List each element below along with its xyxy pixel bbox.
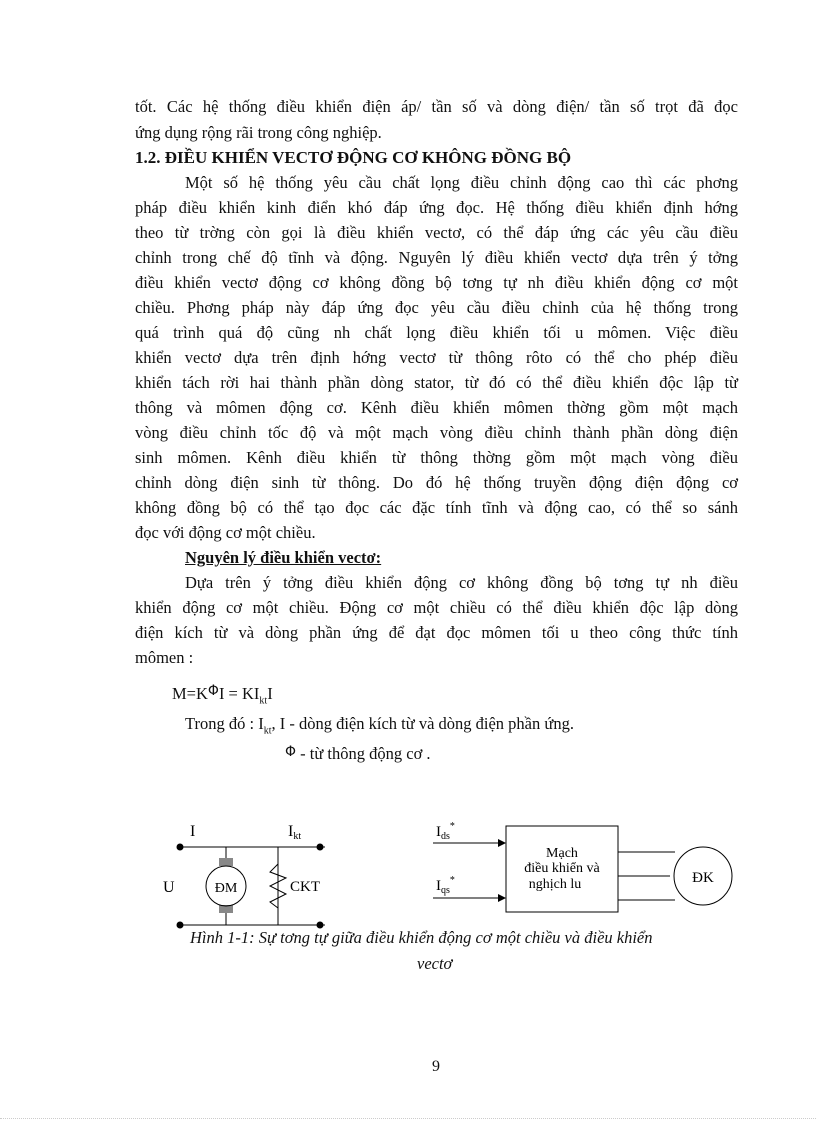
analogy-diagram: [150, 812, 750, 940]
phi-line: [285, 744, 431, 764]
motor-brush: [219, 858, 233, 866]
text-line: theo từ trờng còn gọi là điều khiển vectơ, có thể đáp ứng các yêu cầu điều: [135, 223, 738, 242]
text-line: khiển vectơ dựa trên định hớng vectơ từ thông rôto có thể cho phép điều: [135, 348, 738, 367]
torque-formula: [172, 683, 273, 706]
phi-symbol: Φ: [285, 744, 297, 760]
dk-label: ĐK: [692, 870, 714, 886]
figure-caption: vectơ: [417, 954, 453, 973]
page-number: 9: [432, 1058, 440, 1075]
text-line: tốt. Các hệ thống điều khiển điện áp/ tần số và dòng điện/ tần số trọt đã đọc: [135, 97, 738, 116]
text-line: điều khiển vectơ động cơ không đồng bộ tơng tự nh điều khiển động cơ một: [135, 273, 738, 292]
voltage-label: U: [163, 879, 175, 896]
text-line: chỉnh dòng điện sinh từ thông. Do đó hệ thống truyền động điện động cơ: [135, 473, 738, 492]
text-line: pháp điều khiển kinh điển khó đáp ứng đọc. Hệ thống điều khiển định hớng: [135, 198, 738, 217]
text-line: Một số hệ thống yêu cầu chất lọng điều chỉnh động cao thì các phơng: [185, 173, 738, 192]
text-line: vòng điều chỉnh tốc độ và một mạch vòng điều chỉnh thành phần dòng điện: [135, 423, 738, 442]
field-winding-circuit: [270, 823, 324, 929]
formula-part: I = KI: [218, 684, 260, 703]
arrow-head-icon: [498, 839, 506, 847]
text-line: chỉnh trong chế độ tĩnh và động. Nguyên lý điều khiển vectơ dựa trên ý tởng: [135, 248, 738, 267]
motor-label: ĐM: [214, 881, 238, 896]
text-line: khiển tách rời hai thành phần dòng stator, từ đó có thể điều khiển độc lập từ: [135, 373, 738, 392]
arrow-head-icon: [498, 894, 506, 902]
iqs-label: $I_{qs}^*$: [436, 875, 455, 896]
box-line: nghịch lu: [528, 877, 582, 892]
text-line: đọc với động cơ một chiều.: [135, 523, 316, 542]
ikt-label: Ikt: [288, 823, 302, 842]
where-prefix: Trong đó : I: [185, 714, 264, 733]
formula-part: I: [267, 684, 273, 703]
subheading: Nguyên lý điều khiển vectơ:: [185, 548, 382, 567]
ckt-label: CKT: [290, 879, 320, 895]
text-line: quá trình quá độ cũng nh chất lọng điều khiển tối u mômen. Việc điều: [135, 323, 738, 342]
where-subscript: kt: [263, 725, 272, 737]
phi-symbol: Φ: [207, 683, 219, 699]
section-heading: 1.2. ĐIỀU KHIỂN VECTƠ ĐỘNG CƠ KHÔNG ĐỒNG BỘ: [135, 148, 572, 167]
text-line: thông và mômen động cơ. Kênh điều khiển mômen thờng gồm một mạch: [135, 398, 738, 417]
page-divider: [0, 1118, 816, 1119]
formula-part: M=K: [172, 684, 208, 703]
current-label: I: [190, 823, 196, 840]
where-line: [185, 714, 574, 736]
text-line: mômen :: [135, 648, 194, 667]
text-line: chiều. Phơng pháp này đáp ứng đọc yêu cầu điều chỉnh của hệ thống trong: [135, 298, 738, 317]
phi-description: - từ thông động cơ .: [296, 744, 431, 763]
ids-label: $I_{ds}^*$: [436, 821, 455, 842]
box-line: Mạch: [546, 846, 578, 861]
text-line: không đồng bộ có thể tạo đọc các đặc tính tĩnh và động cao, có thể so sánh: [135, 498, 738, 517]
figure-caption: Hình 1-1: Sự tơng tự giữa điều khiển động cơ một chiều và điều khiển: [190, 928, 653, 947]
text-line: ứng dụng rộng rãi trong công nghiệp.: [135, 123, 382, 142]
text-line: khiển động cơ một chiều. Động cơ một chiều có thể điều khiển độc lập dòng: [135, 598, 738, 617]
terminal-dot: [317, 844, 324, 851]
text-line: sinh mômen. Kênh điều khiển từ thông thờng gồm một mạch vòng điều: [135, 448, 738, 467]
vector-control-circuit: [433, 821, 732, 912]
text-line: điện kích từ và dòng phần ứng để đạt đọc mômen tối u theo công thức tính: [135, 623, 738, 642]
text-line: Dựa trên ý tởng điều khiển động cơ không đồng bộ tơng tự nh điều: [185, 573, 738, 592]
formula-subscript: kt: [259, 695, 268, 707]
box-line: điều khiển và: [524, 861, 600, 876]
where-suffix: , I - dòng điện kích từ và dòng điện phần ứng.: [271, 714, 574, 733]
